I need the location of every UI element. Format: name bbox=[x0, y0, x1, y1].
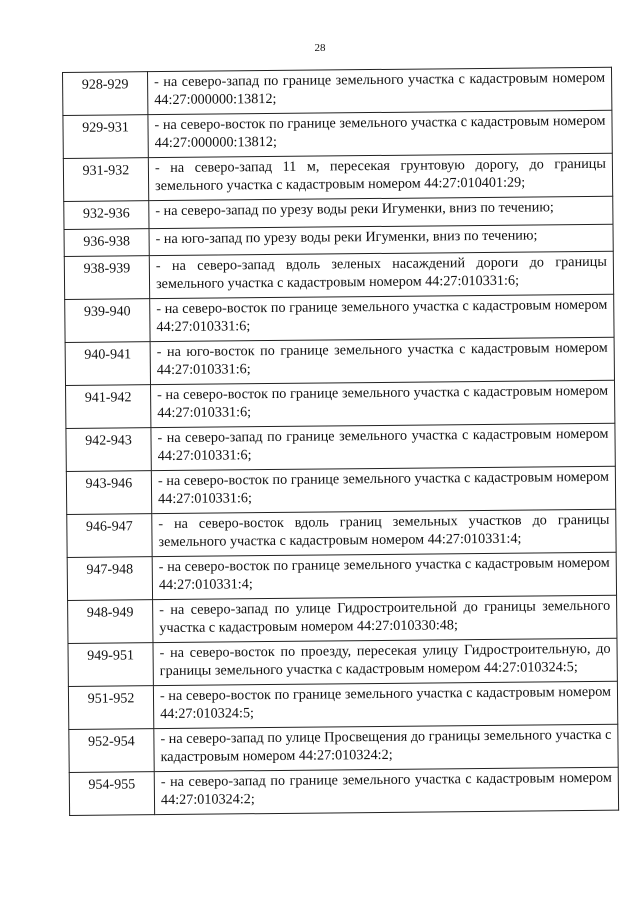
segment-code: 943-946 bbox=[66, 471, 151, 515]
table-row bbox=[66, 423, 615, 471]
segment-description: - на северо-запад по урезу воды реки Игуменки, вниз по течению; bbox=[149, 196, 613, 228]
segment-code: 948-949 bbox=[68, 600, 153, 644]
segment-code: 946-947 bbox=[67, 514, 152, 558]
segment-code: 928-929 bbox=[63, 72, 148, 116]
segment-description: - на северо-запад по улице Гидростроительной до границы земельного участка с кадастровым номером 44:27:010330:48; bbox=[153, 595, 617, 642]
segment-description: - на северо-восток по границе земельного участка с кадастровым номером 44:27:010331:4; bbox=[152, 552, 616, 599]
table-row bbox=[63, 110, 612, 158]
table-row bbox=[67, 509, 616, 557]
segment-description: - на северо-восток по границе земельного участка с кадастровым номером 44:27:010331:6; bbox=[151, 380, 615, 427]
segment-code: 942-943 bbox=[66, 428, 151, 472]
segment-description: - на северо-восток по границе земельного участка с кадастровым номером 44:27:000000:13812; bbox=[148, 110, 612, 157]
table-row bbox=[67, 552, 616, 600]
table-row bbox=[64, 251, 613, 299]
table-row bbox=[69, 767, 618, 815]
segment-code: 949-951 bbox=[68, 643, 153, 687]
segment-description: - на юго-запад по урезу воды реки Игуменки, вниз по течению; bbox=[149, 224, 613, 256]
table-row bbox=[65, 294, 614, 342]
table-row bbox=[63, 67, 612, 115]
table-row bbox=[66, 380, 615, 428]
segment-code: 936-938 bbox=[64, 228, 149, 256]
table-row bbox=[68, 638, 617, 686]
boundary-description-table bbox=[62, 67, 619, 816]
segment-description: - на северо-запад по улице Просвещения до границы земельного участка с кадастровым номером 44:27:010324:2; bbox=[154, 724, 618, 771]
segment-code: 947-948 bbox=[67, 557, 152, 601]
segment-code: 952-954 bbox=[69, 729, 154, 773]
segment-code: 940-941 bbox=[65, 342, 150, 386]
segment-description: - на северо-запад 11 м, пересекая грунтовую дорогу, до границы земельного участка с кадастровым номером 44:27:010401:29; bbox=[148, 153, 612, 200]
table-row bbox=[63, 153, 612, 201]
segment-description: - на северо-запад вдоль зеленых насаждений дороги до границы земельного участка с кадастровым номером 44:27:010331:6; bbox=[149, 251, 613, 298]
segment-code: 941-942 bbox=[66, 385, 151, 429]
table-row bbox=[65, 337, 614, 385]
segment-description: - на северо-восток по проезду, пересекая улицу Гидростроительную, до границы земельного участка с кадастровым номером 44:27:010324:5; bbox=[153, 638, 617, 685]
table-row bbox=[66, 466, 615, 514]
segment-description: - на северо-восток по границе земельного участка с кадастровым номером 44:27:010331:6; bbox=[150, 294, 614, 341]
segment-code: 939-940 bbox=[65, 299, 150, 343]
segment-description: - на северо-восток по границе земельного участка с кадастровым номером 44:27:010324:5; bbox=[153, 681, 617, 728]
segment-code: 951-952 bbox=[68, 686, 153, 730]
segment-description: - на северо-восток вдоль границ земельных участков до границы земельного участка с кадастровым номером 44:27:010331:4; bbox=[152, 509, 616, 556]
table-row bbox=[69, 724, 618, 772]
segment-code: 954-955 bbox=[69, 772, 154, 816]
segment-description: - на северо-восток по границе земельного участка с кадастровым номером 44:27:010331:6; bbox=[151, 466, 615, 513]
segment-description: - на северо-запад по границе земельного участка с кадастровым номером 44:27:010324:2; bbox=[154, 767, 618, 814]
segment-code: 938-939 bbox=[64, 256, 149, 300]
page-number: 28 bbox=[314, 42, 326, 54]
segment-code: 932-936 bbox=[64, 201, 149, 229]
segment-description: - на юго-восток по границе земельного участка с кадастровым номером 44:27:010331:6; bbox=[150, 337, 614, 384]
segment-description: - на северо-запад по границе земельного участка с кадастровым номером 44:27:000000:13812; bbox=[148, 67, 612, 114]
table-row bbox=[68, 681, 617, 729]
segment-description: - на северо-запад по границе земельного участка с кадастровым номером 44:27:010331:6; bbox=[151, 423, 615, 470]
segment-code: 931-932 bbox=[63, 158, 148, 202]
table-body bbox=[63, 67, 619, 815]
table-row bbox=[68, 595, 617, 643]
segment-code: 929-931 bbox=[63, 115, 148, 159]
